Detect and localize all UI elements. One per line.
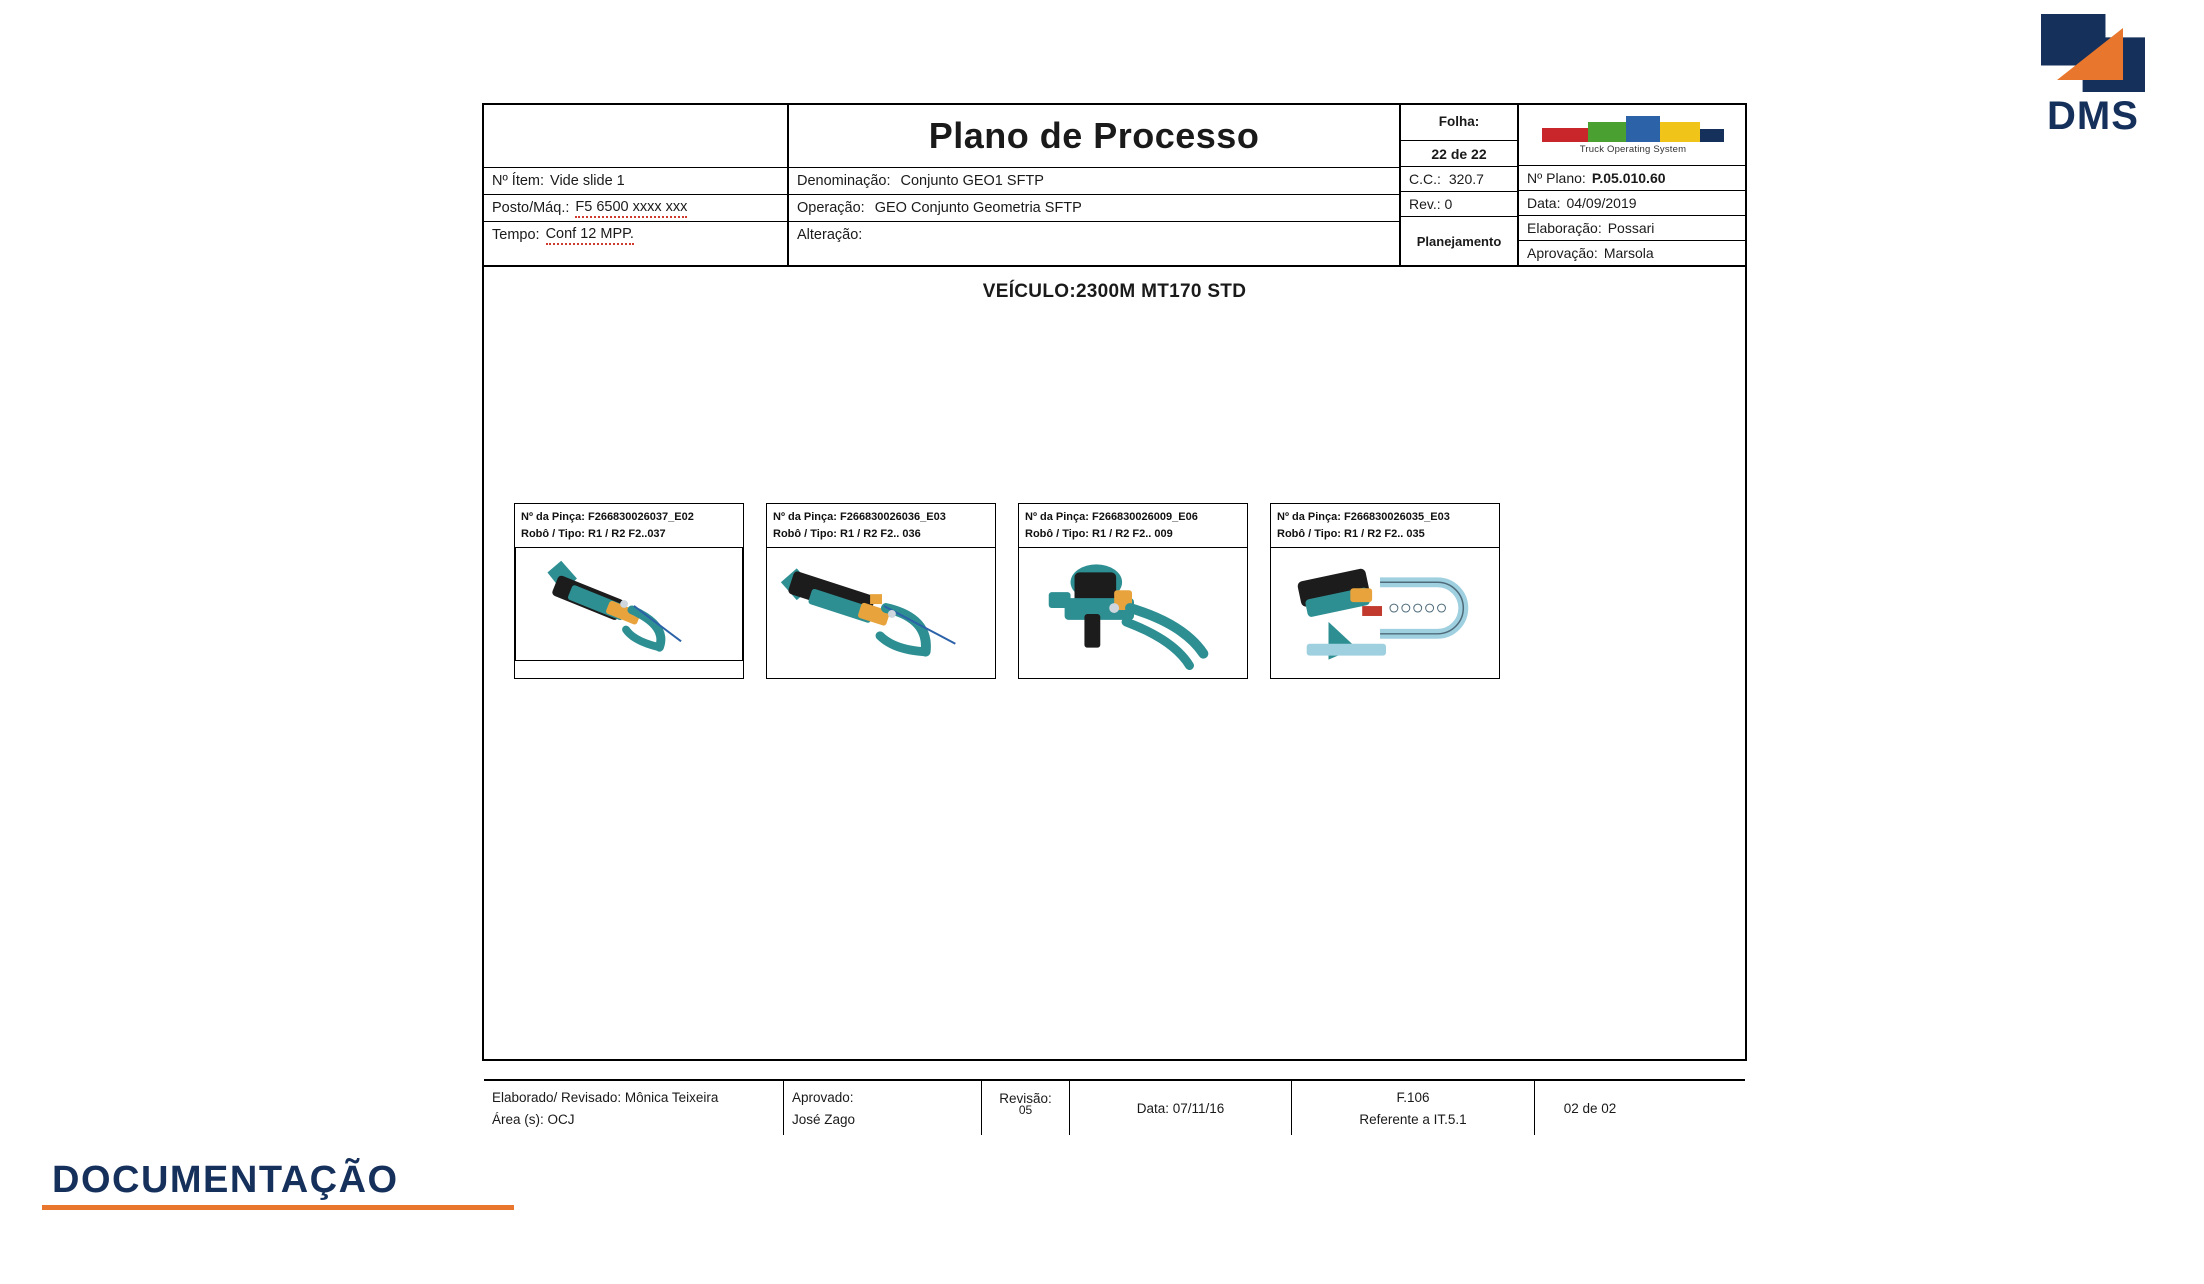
pinca-label: Nº da Pinça: [773,511,837,523]
pinca-value: F266830026035_E03 [1343,511,1450,523]
page-title: Plano de Processo [789,105,1399,168]
process-plan-sheet [482,103,1747,1127]
header-denominacao-row [789,168,1399,195]
aprovacao-row [1519,241,1747,265]
data-label: Data: [1527,195,1561,211]
pinca-label: Nº da Pinça: [1025,511,1089,523]
operacao-value: GEO Conjunto Geometria SFTP [874,200,1082,216]
footer-elaborado-label: Elaborado/ Revisado: Mônica Teixeira [492,1089,719,1105]
weld-gun-image-4 [1271,548,1499,678]
tos-seg-green [1588,122,1626,142]
weld-gun-image-1 [515,548,743,661]
pinca-value: F266830026037_E02 [587,511,694,523]
aprovacao-label: Aprovação: [1527,245,1598,261]
tempo-value: Conf 12 MPP. [546,226,634,245]
robo-label: Robô / Tipo: [1025,528,1089,541]
cc-label: C.C.: [1409,171,1441,187]
data-row [1519,191,1747,216]
cc-row [1401,167,1517,192]
footer-form-code: F.106 [1396,1089,1430,1105]
weld-gun-card [766,503,996,679]
footer-data-cell [1070,1081,1292,1135]
robo-label: Robô / Tipo: [521,528,585,541]
weld-gun-image-3 [1019,548,1247,676]
footer-form-ref: Referente a IT.5.1 [1359,1111,1467,1127]
plano-value: P.05.010.60 [1591,170,1666,186]
denominacao-value: Conjunto GEO1 SFTP [900,173,1044,189]
tos-seg-red [1542,128,1588,142]
robo-label: Robô / Tipo: [773,528,837,541]
footer-revisao-cell [982,1081,1070,1135]
weld-gun-card [1270,503,1500,679]
header-sheet-block [1401,105,1519,265]
dms-wordmark: DMS [2047,94,2139,138]
dms-logo-icon [2041,14,2145,92]
pinca-label: Nº da Pinça: [1277,511,1341,523]
posto-label: Posto/Máq.: [492,200,570,216]
card-meta [1019,504,1247,548]
robo-value: R1 / R2 F2..037 [588,528,666,541]
header-item-row [484,168,787,195]
card-meta [767,504,995,548]
footer-aprovado-label: Aprovado: [792,1089,854,1105]
elaboracao-value: Possari [1607,220,1655,236]
header-right-block [1519,105,1747,265]
sheet-header [484,105,1745,267]
aprovacao-value: Marsola [1603,245,1654,261]
tos-bar-icon [1542,116,1724,142]
tos-seg-yellow [1660,122,1700,142]
vehicle-title: VEÍCULO:2300M MT170 STD [982,281,1247,302]
pinca-label: Nº da Pinça: [521,511,585,523]
header-tempo-row [484,222,787,248]
tos-seg-blue [1626,116,1660,142]
sheet-body [484,281,1745,1081]
footer-aprovado-cell [784,1081,982,1135]
footer-page-cell [1535,1081,1645,1135]
data-value: 04/09/2019 [1566,195,1637,211]
caption-underline [42,1205,514,1210]
header-logo-placeholder [484,105,787,168]
denominacao-label: Denominação: [797,173,891,189]
cc-value: 320.7 [1448,171,1484,187]
footer-aprovado-value: José Zago [792,1111,856,1127]
footer-area-label: Área (s): OCJ [492,1111,575,1127]
robo-value: R1 / R2 F2.. 009 [1092,528,1173,541]
weld-gun-card [514,503,744,679]
card-meta [515,504,743,548]
weld-gun-card [1018,503,1248,679]
plano-row [1519,166,1747,191]
header-operacao-row [789,195,1399,222]
footer-elaborado-cell [484,1081,784,1135]
robo-label: Robô / Tipo: [1277,528,1341,541]
dms-logo [2018,14,2168,138]
posto-value: F5 6500 xxxx xxx [575,199,687,218]
elaboracao-label: Elaboração: [1527,220,1602,236]
footer-revisao-value: 05 [1018,1103,1033,1117]
header-alteracao-row [789,222,1399,248]
plano-label: Nº Plano: [1527,170,1586,186]
pinca-value: F266830026009_E06 [1091,511,1198,523]
footer-form-cell [1292,1081,1535,1135]
footer-data-label: Data: 07/11/16 [1136,1100,1225,1116]
tempo-label: Tempo: [492,227,540,243]
header-mid-block [789,105,1401,265]
item-value: Vide slide 1 [550,173,625,189]
header-left-block [484,105,789,265]
robo-value: R1 / R2 F2.. 035 [1344,528,1425,541]
weld-gun-card-list [514,503,1735,679]
card-meta [1271,504,1499,548]
header-posto-row [484,195,787,222]
footer-page-value: 02 de 02 [1563,1100,1617,1116]
tos-label: Truck Operating System [1579,143,1687,155]
rev-value: Rev.: 0 [1401,192,1517,217]
weld-gun-image-2 [767,548,995,673]
sheet-footer [484,1081,1745,1135]
footer-revisao-label: Revisão: [999,1091,1052,1106]
elaboracao-row [1519,216,1747,241]
pinca-value: F266830026036_E03 [839,511,946,523]
folha-label: Folha: [1401,105,1517,141]
alteracao-label: Alteração: [797,227,863,243]
item-label: Nº Ítem: [492,173,545,189]
folha-value: 22 de 22 [1401,141,1517,167]
tos-seg-navy [1700,129,1724,142]
page-caption: DOCUMENTAÇÃO [52,1159,399,1201]
planejamento-label: Planejamento [1416,233,1502,249]
operacao-label: Operação: [797,200,865,216]
robo-value: R1 / R2 F2.. 036 [840,528,921,541]
tos-logo [1519,105,1747,166]
